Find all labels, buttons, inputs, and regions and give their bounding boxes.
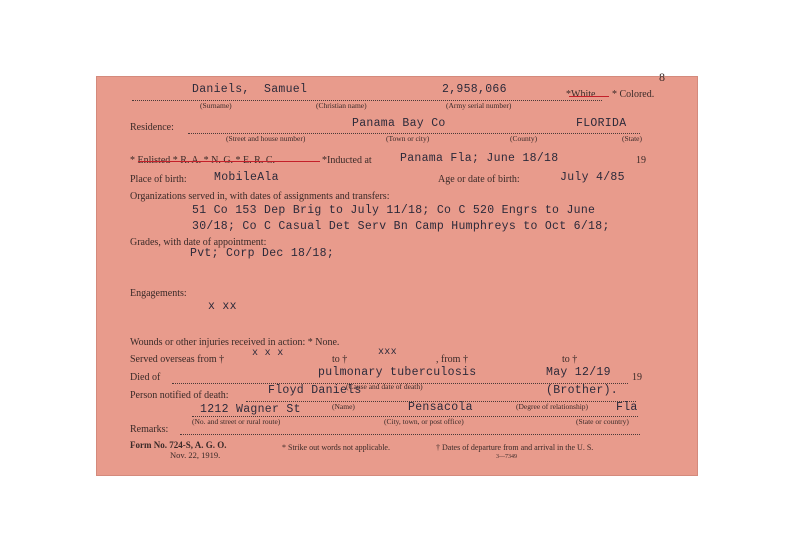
inducted-year: 19: [636, 155, 646, 166]
caption-state-country: (State or country): [576, 417, 629, 426]
grades-label: Grades, with date of appointment:: [130, 237, 267, 248]
footnote-dates: † Dates of departure from and arrival in the U. S.: [436, 443, 594, 452]
birthplace-value: MobileAla: [214, 171, 279, 184]
overseas-from-value: x x x: [252, 348, 284, 359]
caption-state: (State): [622, 134, 642, 143]
death-date-value: May 12/19: [546, 366, 611, 379]
notified-state-value: Fla: [616, 401, 638, 414]
to-label-2: to †: [562, 354, 578, 365]
serial-value: 2,958,066: [442, 83, 507, 96]
organizations-line-1: 51 Co 153 Dep Brig to July 11/18; Co C 520 Engrs to June: [192, 204, 596, 217]
cause-of-death-value: pulmonary tuberculosis: [318, 366, 477, 379]
from-label: , from †: [436, 354, 468, 365]
residence-town-value: Panama Bay Co: [352, 117, 446, 130]
engagements-value: x xx: [208, 300, 237, 313]
wounds-label: Wounds or other injuries received in action: * None.: [130, 337, 340, 348]
print-code: 3—7349: [496, 454, 517, 460]
birthplace-label: Place of birth:: [130, 174, 187, 185]
death-year: 19: [632, 372, 642, 383]
caption-surname: (Surname): [200, 101, 232, 110]
age-label: Age or date of birth:: [438, 174, 520, 185]
corner-mark: 8: [659, 70, 665, 84]
caption-degree: (Degree of relationship): [516, 402, 589, 411]
notified-name-value: Floyd Daniels: [268, 384, 362, 397]
race-colored: * Colored.: [612, 89, 655, 100]
caption-county: (County): [510, 134, 538, 143]
caption-city-po: (City, town, or post office): [384, 417, 464, 426]
inducted-label: *Inducted at: [322, 155, 372, 166]
caption-town: (Town or city): [386, 134, 430, 143]
overseas-label: Served overseas from †: [130, 354, 225, 365]
residence-label: Residence:: [130, 122, 174, 133]
given-name-value: Samuel: [264, 83, 308, 96]
overseas-to-value: xxx: [378, 347, 397, 358]
inducted-value: Panama Fla; June 18/18: [400, 152, 559, 165]
caption-cause: (Cause and date of death): [346, 382, 423, 391]
notified-city-value: Pensacola: [408, 401, 473, 414]
footnote-strike: * Strike out words not applicable.: [282, 443, 390, 452]
enlisted-strikethrough: [138, 161, 320, 162]
overseas-to-label: to †: [332, 354, 348, 365]
caption-name: (Name): [332, 402, 355, 411]
died-label: Died of: [130, 372, 161, 383]
relationship-value: (Brother).: [546, 384, 619, 397]
notified-street-value: 1212 Wagner St: [200, 403, 301, 416]
form-date: Nov. 22, 1919.: [170, 450, 221, 460]
notified-label: Person notified of death:: [130, 390, 229, 401]
caption-christian: (Christian name): [316, 101, 367, 110]
caption-serial: (Army serial number): [446, 101, 512, 110]
enlisted-struck: * Enlisted * R. A. * N. G. * E. R. C.: [130, 155, 276, 166]
remarks-line: [180, 434, 640, 435]
organizations-line-2: 30/18; Co C Casual Det Serv Bn Camp Humphreys to Oct 6/18;: [192, 220, 610, 233]
engagements-label: Engagements:: [130, 288, 187, 299]
form-number: Form No. 724-S, A. G. O.: [130, 440, 227, 450]
race-strikethrough: [569, 96, 609, 97]
race-struck: *White: [566, 89, 596, 100]
residence-state-value: FLORIDA: [576, 117, 627, 130]
grades-value: Pvt; Corp Dec 18/18;: [190, 247, 335, 260]
remarks-label: Remarks:: [130, 424, 169, 435]
caption-street: (Street and house number): [226, 134, 306, 143]
caption-no-street: (No. and street or rural route): [192, 417, 281, 426]
organizations-label: Organizations served in, with dates of assignments and transfers:: [130, 191, 390, 202]
surname-value: Daniels,: [192, 83, 250, 96]
record-card: [96, 70, 698, 476]
age-value: July 4/85: [560, 171, 625, 184]
